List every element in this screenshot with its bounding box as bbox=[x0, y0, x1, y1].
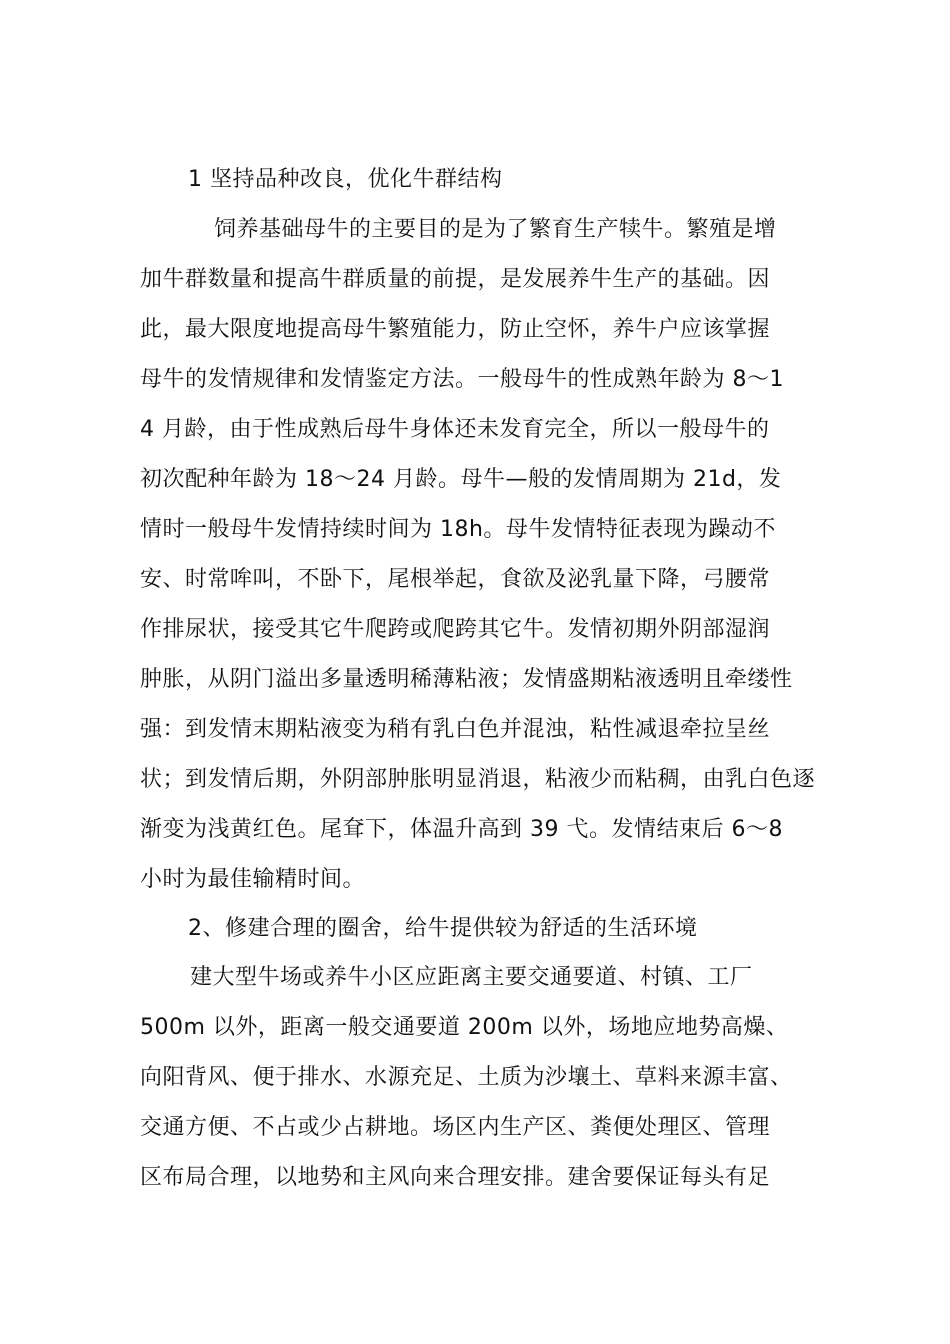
paragraph-line: 小时为最佳输精时间。 bbox=[140, 867, 366, 892]
paragraph-line: 情时一般母牛发情持续时间为 18h。母牛发情特征表现为躁动不 bbox=[140, 517, 776, 542]
paragraph-line: 作排尿状，接受其它牛爬跨或爬跨其它牛。发情初期外阴部湿润 bbox=[140, 617, 771, 642]
paragraph-line: 此，最大限度地提高母牛繁殖能力，防止空怀，养牛户应该掌握 bbox=[140, 317, 771, 342]
paragraph-line: 初次配种年龄为 18〜24 月龄。母牛—般的发情周期为 21d，发 bbox=[140, 467, 782, 492]
paragraph-line: 强：到发情末期粘液变为稍有乳白色并混浊，粘性减退牵拉呈丝 bbox=[140, 717, 771, 742]
paragraph-line: 渐变为浅黄红色。尾耷下，体温升高到 39 弋。发情结束后 6〜8 bbox=[140, 817, 783, 842]
paragraph-line: 向阳背风、便于排水、水源充足、土质为沙壤土、草料来源丰富、 bbox=[140, 1065, 793, 1090]
section-1-heading: 1 坚持品种改良，优化牛群结构 bbox=[188, 167, 503, 192]
paragraph-line: 饲养基础母牛的主要目的是为了繁育生产犊牛。繁殖是增 bbox=[214, 217, 777, 242]
paragraph-line: 建大型牛场或养牛小区应距离主要交通要道、村镇、工厂 bbox=[190, 965, 753, 990]
paragraph-line: 安、时常哞叫，不卧下，尾根举起，食欲及泌乳量下降，弓腰常 bbox=[140, 567, 771, 592]
paragraph-line: 加牛群数量和提高牛群质量的前提，是发展养牛生产的基础。因 bbox=[140, 267, 771, 292]
paragraph-line: 区布局合理，以地势和主风向来合理安排。建舍要保证每头有足 bbox=[140, 1165, 771, 1190]
paragraph-line: 交通方便、不占或少占耕地。场区内生产区、粪便处理区、管理 bbox=[140, 1115, 771, 1140]
paragraph-line: 500m 以外，距离一般交通要道 200m 以外，场地应地势高燥、 bbox=[140, 1015, 789, 1040]
paragraph-line: 肿胀，从阴门溢出多量透明稀薄粘液；发情盛期粘液透明且牵缕性 bbox=[140, 667, 793, 692]
paragraph-line: 4 月龄，由于性成熟后母牛身体还未发育完全，所以一般母牛的 bbox=[140, 417, 770, 442]
paragraph-line: 母牛的发情规律和发情鉴定方法。一般母牛的性成熟年龄为 8〜1 bbox=[140, 367, 784, 392]
paragraph-line: 状；到发情后期，外阴部肿胀明显消退，粘液少而粘稠，由乳白色逐 bbox=[140, 767, 816, 792]
section-2-heading: 2、修建合理的圈舍，给牛提供较为舒适的生活环境 bbox=[188, 916, 698, 941]
